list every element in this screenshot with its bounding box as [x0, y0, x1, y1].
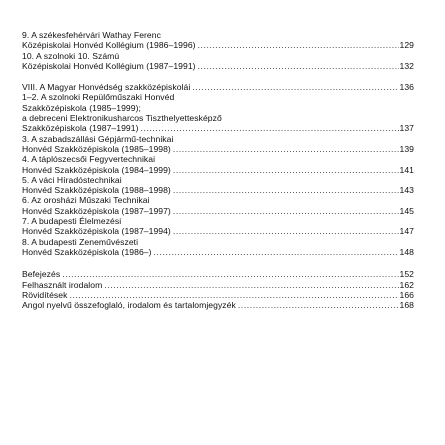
toc-entry [22, 113, 414, 123]
toc-entry [22, 175, 414, 185]
section-spacer [22, 257, 414, 269]
toc-entry [22, 185, 414, 195]
toc-page-number: 136 [399, 82, 414, 93]
toc-entry [22, 226, 414, 236]
toc-page-number: 148 [399, 246, 414, 257]
toc-entry-text: 7. A budapesti Élelmezési [22, 216, 122, 227]
toc-entry-text: 10. A szolnoki 10. Számú [22, 50, 120, 61]
toc-page-number: 129 [399, 40, 414, 51]
toc-entry-text: 1–2. A szolnoki Repülőműszaki Honvéd [22, 92, 175, 103]
toc-entry [22, 134, 414, 144]
toc-entry [22, 165, 414, 175]
table-of-contents [22, 30, 414, 310]
toc-entry [22, 247, 414, 257]
toc-entry [22, 280, 414, 290]
dot-leader [104, 280, 398, 290]
toc-entry-text: Szakközépiskola (1987–1991) [22, 123, 139, 134]
dot-leader [198, 40, 399, 50]
toc-entry-text: 9. A székesfehérvári Wathay Ferenc [22, 30, 161, 40]
toc-entry-text: 3. A szabadszállási Gépjármű-technikai [22, 133, 174, 144]
dot-leader [173, 226, 399, 236]
toc-entry-text: a debreceni Elektronikusharcos Tiszthelyettesképző [22, 113, 222, 124]
toc-page-number: 152 [399, 269, 414, 280]
toc-entry-text: 4. A táplószecsői Fegyvertechnikai [22, 154, 156, 165]
toc-entry [22, 40, 414, 50]
toc-entry-text: 6. Az orosházi Műszaki Technikai [22, 195, 150, 206]
toc-entry-text: VIII. A Magyar Honvédség szakközépiskolái [22, 82, 191, 93]
dot-leader [62, 269, 398, 279]
toc-entry-text: Honvéd Szakközépiskola (1984–1999) [22, 164, 171, 175]
dot-leader [154, 247, 399, 257]
toc-entry [22, 51, 414, 61]
toc-entry-text: Angol nyelvű összefoglaló, irodalom és tartalomjegyzék [22, 300, 236, 311]
toc-page-number: 166 [399, 289, 414, 300]
toc-entry [22, 92, 414, 102]
dot-leader [238, 300, 399, 310]
toc-entry-text: Szakközépiskola (1985–1999); [22, 102, 141, 113]
dot-leader [173, 144, 399, 154]
toc-entry [22, 290, 414, 300]
toc-entry-text: Befejezés [22, 269, 61, 280]
toc-page-number: 139 [399, 143, 414, 154]
toc-page-number: 132 [399, 60, 414, 71]
toc-entry [22, 61, 414, 71]
section-spacer [22, 71, 414, 82]
dot-leader [192, 82, 398, 92]
toc-page-number: 141 [399, 164, 414, 175]
toc-entry [22, 237, 414, 247]
toc-entry [22, 30, 414, 40]
toc-entry-text: Honvéd Szakközépiskola (1987–1997) [22, 205, 171, 216]
toc-entry [22, 103, 414, 113]
toc-entry-text: 5. A váci Híradóstechnikai [22, 174, 122, 185]
toc-entry-text: Felhasznált irodalom [22, 279, 103, 290]
toc-entry [22, 300, 414, 310]
toc-page-number: 145 [399, 205, 414, 216]
dot-leader [173, 206, 399, 216]
toc-entry-text: Honvéd Szakközépiskola (1988–1998) [22, 185, 171, 196]
toc-entry [22, 216, 414, 226]
dot-leader [198, 61, 399, 71]
dot-leader [69, 290, 398, 300]
toc-entry [22, 123, 414, 133]
toc-entry-text: Honvéd Szakközépiskola (1987–1994) [22, 226, 171, 237]
dot-leader [173, 185, 399, 195]
toc-entry [22, 269, 414, 279]
toc-entry-text: Honvéd Szakközépiskola (1985–1998) [22, 143, 171, 154]
dot-leader [173, 165, 399, 175]
toc-entry-text: Rövidítések [22, 289, 68, 300]
toc-entry-text: Középiskolai Honvéd Kollégium (1986–1996) [22, 40, 196, 51]
toc-entry [22, 195, 414, 205]
toc-page-number: 147 [399, 226, 414, 237]
toc-page-number: 143 [399, 185, 414, 196]
toc-chapter-entry [22, 82, 414, 92]
toc-entry [22, 144, 414, 154]
toc-entry-text: 8. A budapesti Zeneművészeti [22, 236, 139, 247]
toc-entry-text: Középiskolai Honvéd Kollégium (1987–1991) [22, 60, 196, 71]
toc-page-number: 168 [399, 300, 414, 311]
toc-entry-text: Honvéd Szakközépiskola (1986–) [22, 246, 152, 257]
dot-leader [140, 123, 398, 133]
toc-page-number: 162 [399, 279, 414, 290]
toc-entry [22, 154, 414, 164]
toc-entry [22, 206, 414, 216]
toc-page-number: 137 [399, 123, 414, 134]
